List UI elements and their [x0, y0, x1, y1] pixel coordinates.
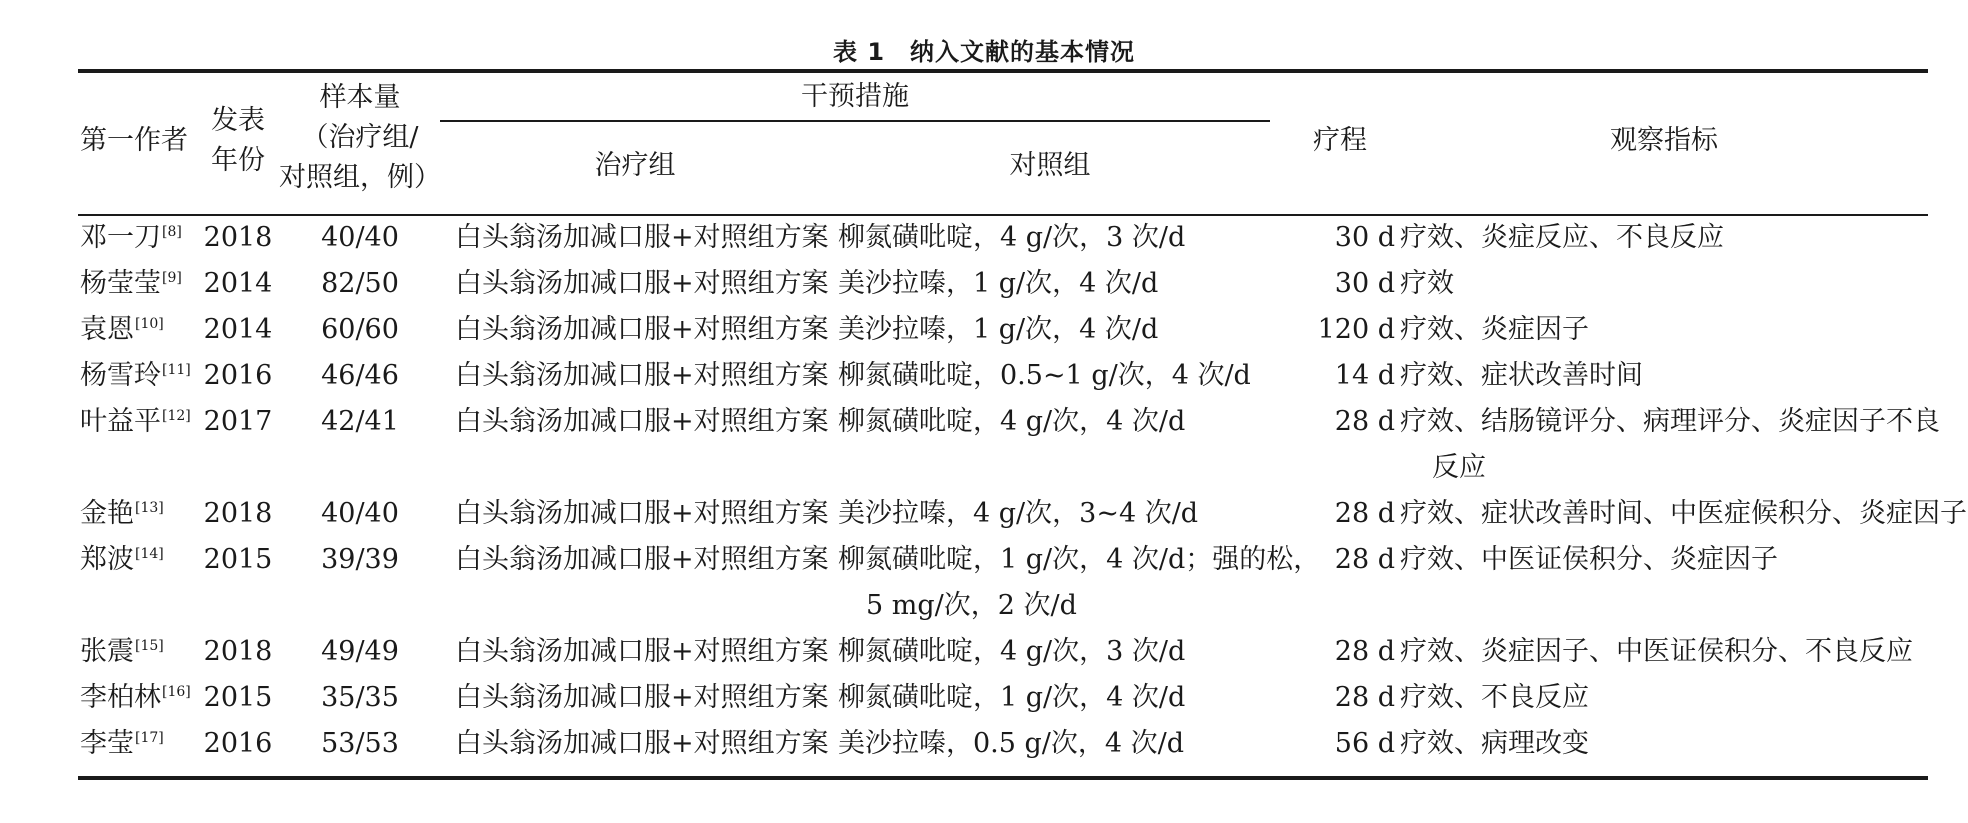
- sample-cell: 60/60: [321, 314, 399, 345]
- sample-cell: 53/53: [321, 728, 399, 759]
- treatment-cell: 白头翁汤加减口服+对照组方案: [455, 682, 829, 713]
- author-cell: [80, 675, 191, 721]
- control-cell: 美沙拉嗪，4 g/次，3~4 次/d: [838, 498, 1199, 529]
- year-cell: 2015: [203, 682, 273, 713]
- author-cell: [80, 353, 191, 399]
- author-name: 郑波: [80, 544, 134, 575]
- reference-mark: [15]: [135, 638, 164, 654]
- year-cell: 2018: [203, 222, 273, 253]
- observation-cell: 疗效、症状改善时间: [1400, 360, 1643, 391]
- header-sample: [270, 78, 450, 198]
- treatment-cell: 白头翁汤加减口服+对照组方案: [455, 268, 829, 299]
- table-caption: 表 1 纳入文献的基本情况: [832, 38, 1136, 66]
- year-cell: 2018: [203, 636, 273, 667]
- control-cell: 美沙拉嗪，1 g/次，4 次/d: [838, 268, 1159, 299]
- author-cell: [80, 491, 164, 537]
- control-cell: 柳氮磺吡啶，4 g/次，3 次/d: [838, 636, 1186, 667]
- author-cell: [80, 215, 182, 261]
- header-treatment: 治疗组: [594, 150, 676, 181]
- reference-mark: [16]: [162, 684, 191, 700]
- observation-cell: 疗效、炎症因子: [1400, 314, 1589, 345]
- header-year: [203, 101, 273, 181]
- author-cell: [80, 261, 182, 307]
- header-sample-line2: （治疗组/: [301, 122, 419, 153]
- header-intervention: 干预措施: [801, 81, 909, 112]
- sample-cell: 39/39: [321, 544, 399, 575]
- top-rule: [78, 69, 1928, 73]
- year-cell: 2014: [203, 314, 273, 345]
- reference-mark: [12]: [162, 408, 191, 424]
- control-cell: 柳氮磺吡啶，1 g/次，4 次/d: [838, 682, 1186, 713]
- author-name: 金艳: [80, 498, 134, 529]
- sample-cell: 35/35: [321, 682, 399, 713]
- header-sample-line3: 对照组，例）: [279, 162, 441, 193]
- header-observation: 观察指标: [1610, 125, 1718, 156]
- observation-cell-continuation: 反应: [1432, 452, 1486, 483]
- sample-cell: 82/50: [321, 268, 399, 299]
- header-sample-line1: 样本量: [319, 82, 401, 113]
- year-cell: 2015: [203, 544, 273, 575]
- year-cell: 2016: [203, 728, 273, 759]
- header-course: 疗程: [1313, 125, 1367, 156]
- reference-mark: [11]: [162, 362, 191, 378]
- author-name: 张震: [80, 636, 134, 667]
- reference-mark: [8]: [162, 224, 182, 240]
- course-cell: 14 d: [1334, 360, 1395, 391]
- control-cell: 柳氮磺吡啶，0.5~1 g/次，4 次/d: [838, 360, 1251, 391]
- control-cell: 柳氮磺吡啶，4 g/次，3 次/d: [838, 222, 1186, 253]
- course-cell: 28 d: [1334, 498, 1395, 529]
- year-cell: 2014: [203, 268, 273, 299]
- author-name: 李柏林: [80, 682, 161, 713]
- observation-cell: 疗效、中医证侯积分、炎症因子: [1400, 544, 1778, 575]
- course-cell: 56 d: [1334, 728, 1395, 759]
- treatment-cell: 白头翁汤加减口服+对照组方案: [455, 406, 829, 437]
- treatment-cell: 白头翁汤加减口服+对照组方案: [455, 314, 829, 345]
- observation-cell: 疗效、炎症因子、中医证侯积分、不良反应: [1400, 636, 1913, 667]
- year-cell: 2018: [203, 498, 273, 529]
- reference-mark: [10]: [135, 316, 164, 332]
- course-cell: 120 d: [1317, 314, 1395, 345]
- observation-cell: 疗效: [1400, 268, 1454, 299]
- bottom-rule: [78, 776, 1928, 780]
- course-cell: 30 d: [1334, 222, 1395, 253]
- control-cell: 美沙拉嗪，0.5 g/次，4 次/d: [838, 728, 1185, 759]
- observation-cell: 疗效、症状改善时间、中医症候积分、炎症因子: [1400, 498, 1967, 529]
- sample-cell: 42/41: [321, 406, 399, 437]
- author-cell: [80, 399, 191, 445]
- observation-cell: 疗效、不良反应: [1400, 682, 1589, 713]
- course-cell: 30 d: [1334, 268, 1395, 299]
- author-name: 杨莹莹: [80, 268, 161, 299]
- author-cell: [80, 629, 164, 675]
- author-name: 邓一刀: [80, 222, 161, 253]
- reference-mark: [14]: [135, 546, 164, 562]
- sample-cell: 49/49: [321, 636, 399, 667]
- control-cell: 美沙拉嗪，1 g/次，4 次/d: [838, 314, 1159, 345]
- header-year-line2: 年份: [211, 145, 265, 176]
- author-name: 杨雪玲: [80, 360, 161, 391]
- header-year-line1: 发表: [211, 105, 265, 136]
- treatment-cell: 白头翁汤加减口服+对照组方案: [455, 222, 829, 253]
- sample-cell: 40/40: [321, 222, 399, 253]
- intervention-underline: [440, 120, 1270, 122]
- author-cell: [80, 721, 164, 767]
- control-cell: 柳氮磺吡啶，4 g/次，4 次/d: [838, 406, 1186, 437]
- treatment-cell: 白头翁汤加减口服+对照组方案: [455, 360, 829, 391]
- header-control: 对照组: [1009, 150, 1091, 181]
- control-cell-continuation: 5 mg/次，2 次/d: [866, 590, 1077, 621]
- course-cell: 28 d: [1334, 636, 1395, 667]
- year-cell: 2017: [203, 406, 273, 437]
- course-cell: 28 d: [1334, 406, 1395, 437]
- reference-mark: [13]: [135, 500, 164, 516]
- treatment-cell: 白头翁汤加减口服+对照组方案: [455, 544, 829, 575]
- control-cell: 柳氮磺吡啶，1 g/次，4 次/d；强的松，: [838, 544, 1321, 575]
- observation-cell: 疗效、结肠镜评分、病理评分、炎症因子不良: [1400, 406, 1940, 437]
- observation-cell: 疗效、炎症反应、不良反应: [1400, 222, 1724, 253]
- reference-mark: [9]: [162, 270, 182, 286]
- observation-cell: 疗效、病理改变: [1400, 728, 1589, 759]
- treatment-cell: 白头翁汤加减口服+对照组方案: [455, 728, 829, 759]
- author-name: 袁恩: [80, 314, 134, 345]
- sample-cell: 40/40: [321, 498, 399, 529]
- treatment-cell: 白头翁汤加减口服+对照组方案: [455, 636, 829, 667]
- course-cell: 28 d: [1334, 682, 1395, 713]
- year-cell: 2016: [203, 360, 273, 391]
- sample-cell: 46/46: [321, 360, 399, 391]
- reference-mark: [17]: [135, 730, 164, 746]
- author-name: 叶益平: [80, 406, 161, 437]
- treatment-cell: 白头翁汤加减口服+对照组方案: [455, 498, 829, 529]
- course-cell: 28 d: [1334, 544, 1395, 575]
- author-name: 李莹: [80, 728, 134, 759]
- header-author: 第一作者: [80, 125, 188, 156]
- author-cell: [80, 307, 164, 353]
- author-cell: [80, 537, 164, 583]
